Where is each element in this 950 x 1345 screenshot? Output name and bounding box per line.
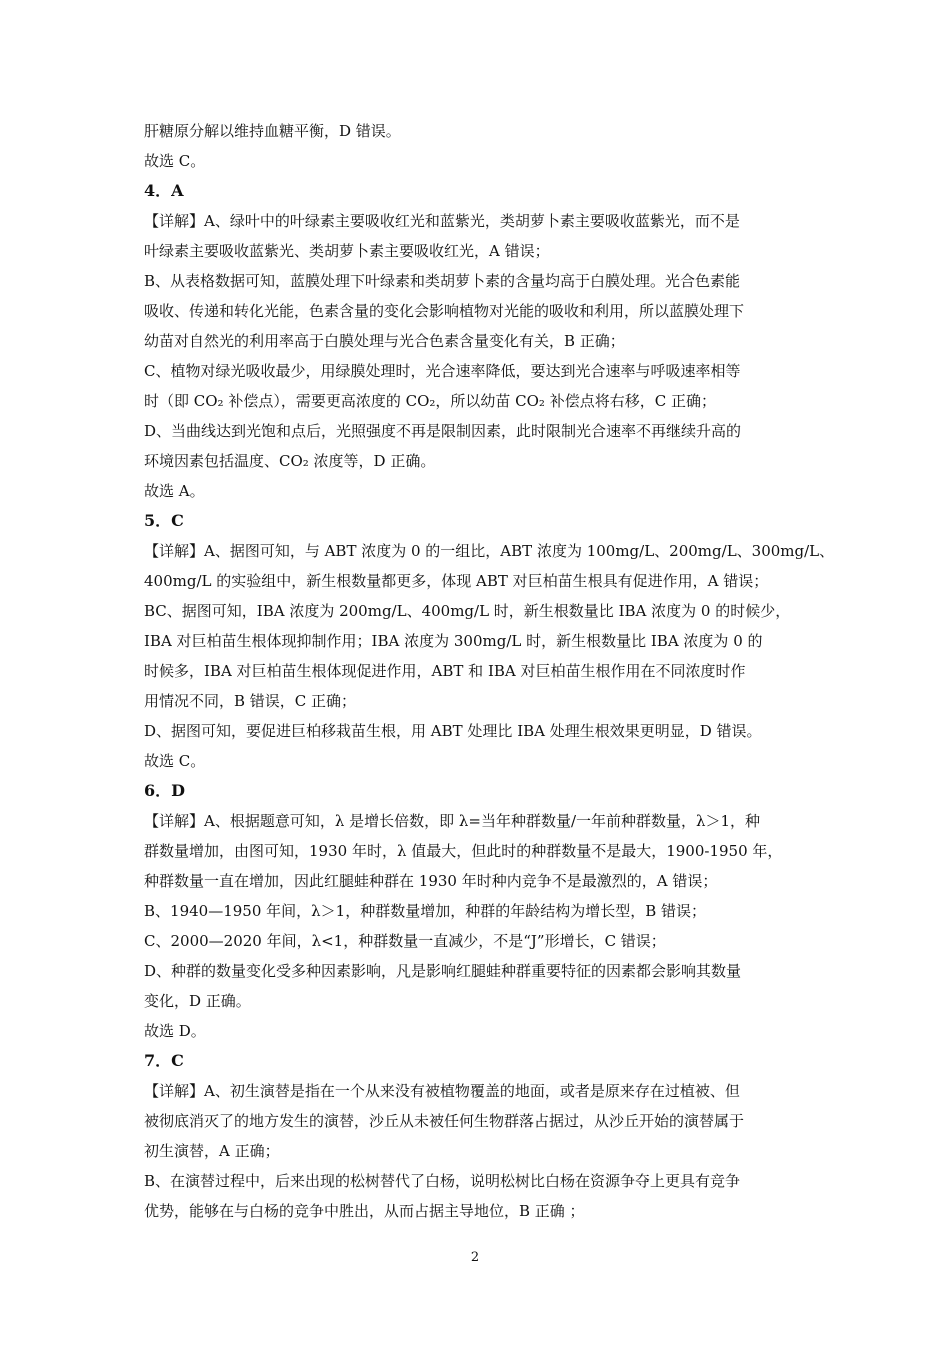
text-line: 优势，能够在与白杨的竞争中胜出，从而占据主导地位，B 正确 ； [144, 1202, 585, 1220]
text-line: B、在演替过程中，后来出现的松树替代了白杨，说明松树比白杨在资源争夺上更具有竞争 [144, 1172, 741, 1190]
text-line: BC、据图可知，IBA 浓度为 200mg/L、400mg/L 时，新生根数量比 IBA 浓度为 0 的时候少， [144, 602, 791, 620]
text-line: 叶绿素主要吸收蓝紫光、类胡萝卜素主要吸收红光，A 错误； [144, 242, 550, 260]
question-heading: 5．C [144, 511, 184, 530]
text-line: 用情况不同，B 错误，C 正确； [144, 692, 357, 710]
text-line: B、从表格数据可知，蓝膜处理下叶绿素和类胡萝卜素的含量均高于白膜处理。光合色素能 [144, 272, 741, 290]
text-line: 吸收、传递和转化光能，色素含量的变化会影响植物对光能的吸收和利用，所以蓝膜处理下 [144, 302, 745, 320]
text-line: 种群数量一直在增加，因此红腿蛙种群在 1930 年时种内竞争不是最激烈的，A 错误； [144, 872, 718, 890]
text-line: 群数量增加，由图可知，1930 年时，λ 值最大，但此时的种群数量不是最大，1900-1950 年， [144, 842, 783, 860]
text-line: D、种群的数量变化受多种因素影响，凡是影响红腿蛙种群重要特征的因素都会影响其数量 [144, 962, 742, 980]
text-line: 400mg/L 的实验组中，新生根数量都更多，体现 ABT 对巨柏苗生根具有促进作用，A 错误； [144, 572, 769, 590]
text-line: 故选 A。 [144, 482, 205, 500]
text-line: C、2000—2020 年间，λ<1，种群数量一直减少，不是“J”形增长，C 错误； [144, 932, 666, 950]
text-line: 【详解】A、绿叶中的叶绿素主要吸收红光和蓝紫光，类胡萝卜素主要吸收蓝紫光，而不是 [144, 212, 740, 230]
text-line: C、植物对绿光吸收最少，用绿膜处理时，光合速率降低，要达到光合速率与呼吸速率相等 [144, 362, 741, 380]
text-line: D、当曲线达到光饱和点后，光照强度不再是限制因素，此时限制光合速率不再继续升高的 [144, 422, 742, 440]
text-line: 环境因素包括温度、CO₂ 浓度等，D 正确。 [144, 452, 436, 470]
text-line: 变化，D 正确。 [144, 992, 251, 1010]
text-line: 时候多，IBA 对巨柏苗生根体现促进作用，ABT 和 IBA 对巨柏苗生根作用在不同浓度时作 [144, 662, 746, 680]
page-number: 2 [470, 1250, 480, 1265]
question-heading: 4．A [144, 181, 184, 200]
question-heading: 7．C [144, 1051, 184, 1070]
text-line: 【详解】A、初生演替是指在一个从来没有被植物覆盖的地面，或者是原来存在过植被、但 [144, 1082, 740, 1100]
text-line: IBA 对巨柏苗生根体现抑制作用；IBA 浓度为 300mg/L 时，新生根数量比 IBA 浓度为 0 的 [144, 632, 763, 650]
text-line: 肝糖原分解以维持血糖平衡，D 错误。 [144, 122, 401, 140]
text-line: D、据图可知，要促进巨柏移栽苗生根，用 ABT 处理比 IBA 处理生根效果更明显，D 错误。 [144, 722, 762, 740]
text-line: 时（即 CO₂ 补偿点），需要更高浓度的 CO₂，所以幼苗 CO₂ 补偿点将右移，C 正确； [144, 392, 716, 410]
text-line: 初生演替，A 正确； [144, 1142, 280, 1160]
text-line: 【详解】A、根据题意可知，λ 是增长倍数，即 λ=当年种群数量/一年前种群数量，λ＞1，种 [144, 812, 761, 830]
text-line: 【详解】A、据图可知，与 ABT 浓度为 0 的一组比，ABT 浓度为 100mg/L、200mg/L、300mg/L、 [144, 542, 835, 560]
text-line: B、1940—1950 年间，λ＞1，种群数量增加，种群的年龄结构为增长型，B 错误； [144, 902, 706, 920]
text-line: 故选 C。 [144, 752, 206, 770]
text-line: 故选 C。 [144, 152, 206, 170]
text-line: 被彻底消灭了的地方发生的演替，沙丘从未被任何生物群落占据过，从沙丘开始的演替属于 [144, 1112, 745, 1130]
question-heading: 6．D [144, 781, 186, 800]
text-line: 幼苗对自然光的利用率高于白膜处理与光合色素含量变化有关，B 正确； [144, 332, 625, 350]
text-line: 故选 D。 [144, 1022, 206, 1040]
